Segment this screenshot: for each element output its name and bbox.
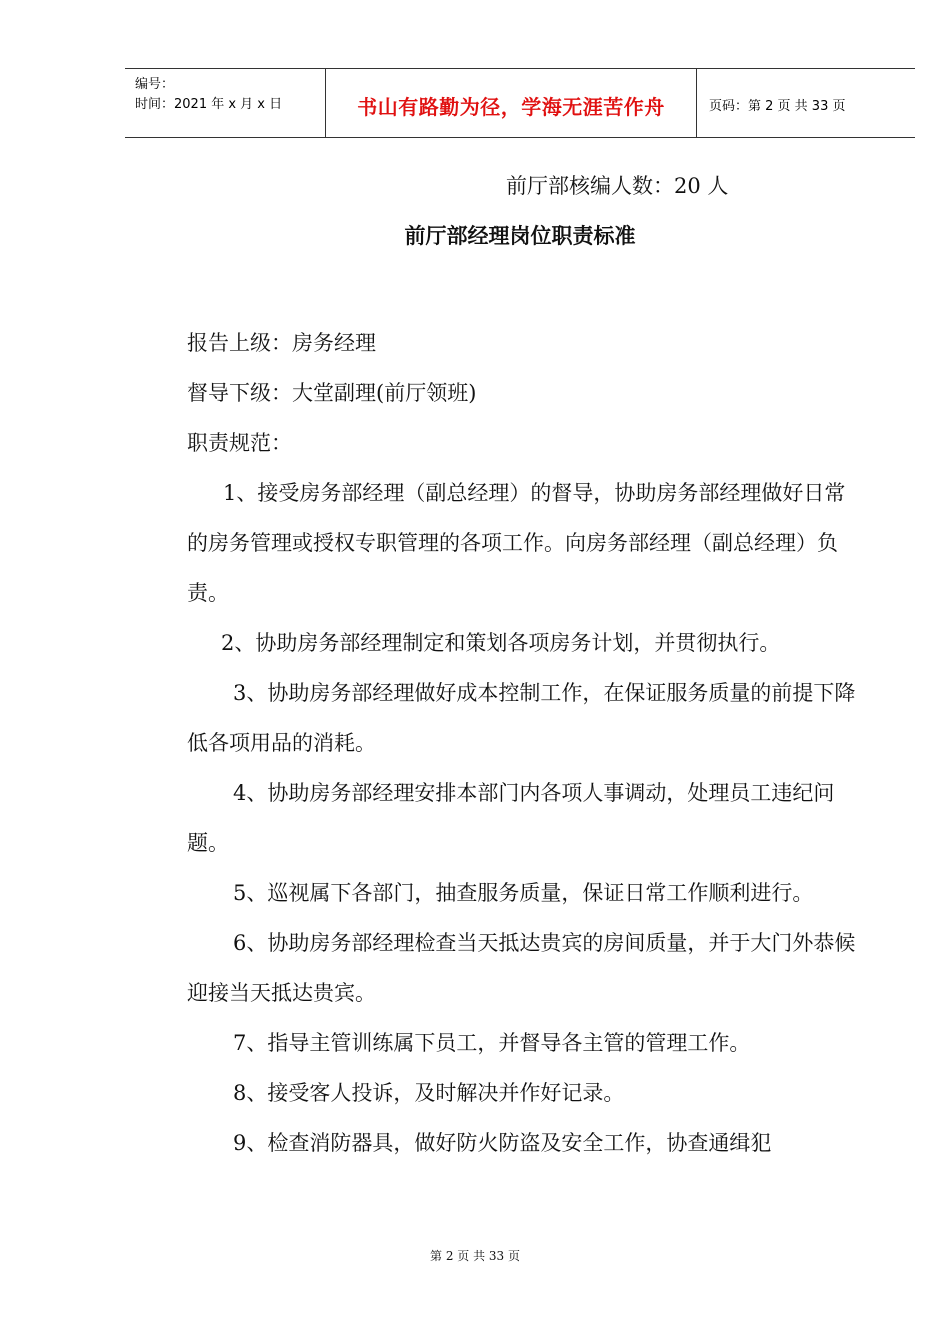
header-page-cell [697, 69, 915, 137]
doc-code-label: 编号： [135, 77, 175, 92]
doc-body [187, 318, 857, 1168]
staff-count: 前厅部核编人数：20 人 [506, 174, 729, 198]
page-header [125, 68, 915, 138]
report-to-line: 报告上级：房务经理 [187, 331, 376, 355]
header-motto: 书山有路勤为径，学海无涯苦作舟 [357, 95, 665, 119]
doc-time-label: 时间：2021 年 x 月 x 日 [135, 97, 283, 112]
supervise-line: 督导下级：大堂副理(前厅领班) [187, 381, 477, 405]
duty-item: 7、指导主管训练属下员工，并督导各主管的管理工作。 [233, 1031, 751, 1055]
duty-item: 3、协助房务部经理做好成本控制工作，在保证服务质量的前提下降低各项用品的消耗。 [187, 681, 856, 755]
doc-title: 前厅部经理岗位职责标准 [404, 223, 636, 248]
duties-heading: 职责规范： [187, 431, 292, 455]
page-footer: 第 2 页 共 33 页 [430, 1249, 520, 1263]
duty-item: 5、巡视属下各部门，抽查服务质量，保证日常工作顺利进行。 [233, 881, 814, 905]
header-page-number: 页码：第 2 页 共 33 页 [709, 99, 846, 114]
duty-item: 2、协助房务部经理制定和策划各项房务计划，并贯彻执行。 [221, 631, 781, 655]
duty-item: 4、协助房务部经理安排本部门内各项人事调动，处理员工违纪问题。 [187, 781, 835, 855]
header-motto-cell [326, 69, 697, 137]
duty-item: 9、检查消防器具，做好防火防盗及安全工作，协查通缉犯 [233, 1131, 772, 1155]
duty-item: 1、接受房务部经理（副总经理）的督导，协助房务部经理做好日常的房务管理或授权专职管理的各项工作。向房务部经理（副总经理）负责。 [187, 481, 846, 605]
duty-item: 8、接受客人投诉，及时解决并作好记录。 [233, 1081, 625, 1105]
duty-item: 6、协助房务部经理检查当天抵达贵宾的房间质量，并于大门外恭候迎接当天抵达贵宾。 [187, 931, 856, 1005]
header-info-cell [125, 69, 326, 137]
